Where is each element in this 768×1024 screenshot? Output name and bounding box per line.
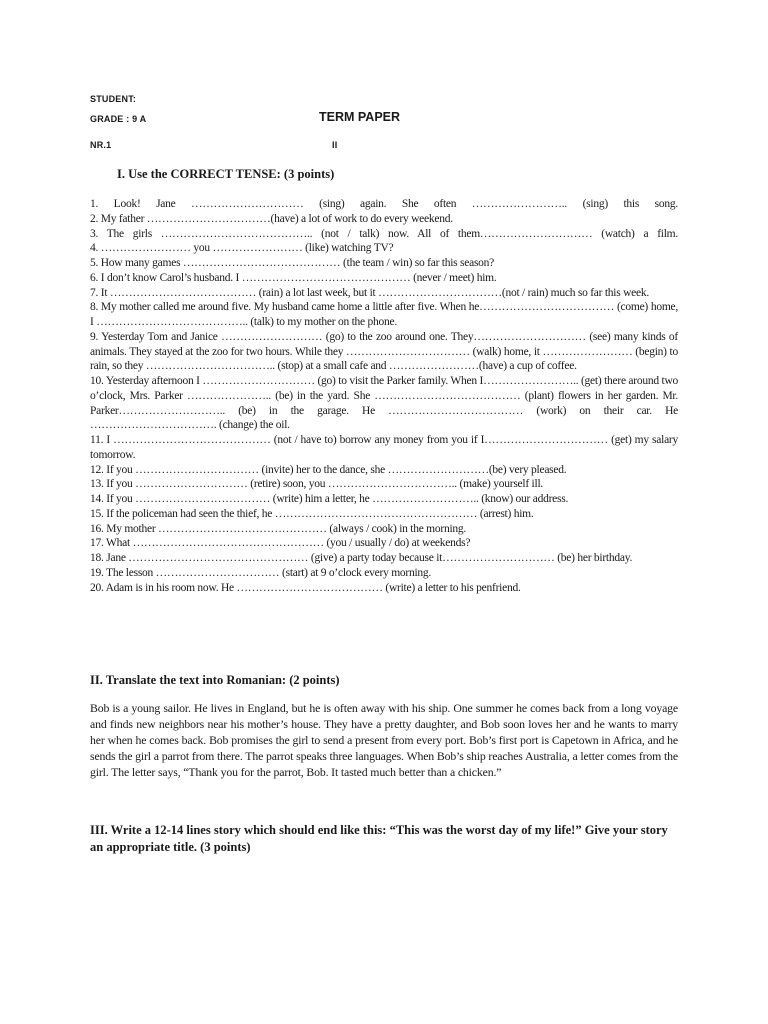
exercise-item-15: 15. If the policeman had seen the thief, he ……………………………………………… (arrest) him.	[90, 507, 534, 520]
exercise-item-16: 16. My mother ……………………………………… (always / cook) in the morning.	[90, 522, 467, 535]
exercise-item-4: 4. …………………… you …………………… (like) watching TV?	[90, 242, 394, 255]
exercise-item-10: 10. Yesterday afternoon I ………………………… (go) to visit the Parker family. When I…………………….. (get) there around two o’clock, Mrs. Parker ………………….. (be) in the yard. She ………………………………… (plant) flowers in her garden. Mr. Parker……………………….. (be) in the garage. He ……………………………… (work) on their car. He ……………………………. (change) the oil.	[90, 375, 678, 432]
exercise-item-9: 9. Yesterday Tom and Janice ……………………… (go) to the zoo around one. They………………………… (see) many kinds of animals. They stayed at the zoo for two hours. While they …………………………… (walk) home, it …………………… (begin) to rain, so they …………………………….. (stop) at a small cafe and ……………………(have) a cup of coffee.	[90, 330, 678, 373]
exercise-item-17: 17. What …………………………………………… (you / usually / do) at weekends?	[90, 537, 471, 550]
exercise-item-12: 12. If you …………………………… (invite) her to the dance, she ………………………(be) very pleased.	[90, 463, 567, 476]
document-title: TERM PAPER	[319, 110, 401, 124]
tense-exercise-list	[90, 197, 678, 595]
translation-text: Bob is a young sailor. He lives in England, but he is often away with his ship. One summer he comes back from a long voyage and finds new neighbors near his mother’s house. They have a pretty daughter, and Bob soon loves her and he wants to marry her when he comes back. Bob promises the girl to send a present from every port. Bob’s first port is Capetown in Africa, and he sends the girl a parrot from there. The parrot speaks three languages. When Bob’s ship reaches Australia, a letter comes from the girl. The letter says, “Thank you for the parrot, Bob. It tasted much better than a chicken.”	[90, 701, 678, 779]
exercise-item-20: 20. Adam is in his room now. He ………………………………… (write) a letter to his penfriend.	[90, 581, 521, 594]
exercise-item-7: 7. It ………………………………… (rain) a lot last week, but it ……………………………(not / rain) much so far this week.	[90, 286, 649, 299]
grade-label: GRADE : 9 A	[90, 114, 147, 124]
exercise-item-8: 8. My mother called me around five. My husband came home a little after five. When he……………………………… (come) home, I ………………………………….. (talk) to my mother on the phone.	[90, 301, 678, 328]
exercise-item-14: 14. If you ……………………………… (write) him a letter, he ……………………….. (know) our address.	[90, 493, 569, 505]
exercise-item-11: 11. I …………………………………… (not / have to) borrow any money from you if I…………………………… (get) my salary tomorrow.	[90, 434, 678, 461]
roman-numeral: II	[332, 140, 338, 150]
exercise-item-19: 19. The lesson …………………………… (start) at 9 o’clock every morning.	[90, 566, 432, 579]
exercise-item-3: 3. The girls ………………………………….. (not / talk) now. All of them………………………… (watch) a film.	[90, 227, 678, 240]
exercise-item-1: 1. Look! Jane ………………………… (sing) again. She often …………………….. (sing) this song.	[90, 198, 678, 210]
student-label: STUDENT:	[90, 94, 137, 104]
exercise-item-5: 5. How many games …………………………………… (the team / win) so far this season?	[90, 257, 495, 269]
section-2-title: II. Translate the text into Romanian: (2 points)	[90, 673, 340, 687]
section-1-title: I. Use the CORRECT TENSE: (3 points)	[117, 167, 335, 181]
exercise-item-13: 13. If you ………………………… (retire) soon, you …………………………….. (make) yourself ill.	[90, 478, 544, 491]
exercise-item-2: 2. My father ……………………………(have) a lot of work to do every weekend.	[90, 212, 453, 225]
section-3-title: III. Write a 12-14 lines story which should end like this: “This was the worst day of my life!” Give your story an appropriate title. (3 points)	[90, 823, 668, 854]
exercise-item-18: 18. Jane ………………………………………… (give) a party today because it………………………… (be) her birthday.	[90, 552, 633, 564]
number-label: NR.1	[90, 140, 112, 150]
exercise-item-6: 6. I don’t know Carol’s husband. I ……………………………………… (never / meet) him.	[90, 271, 497, 284]
